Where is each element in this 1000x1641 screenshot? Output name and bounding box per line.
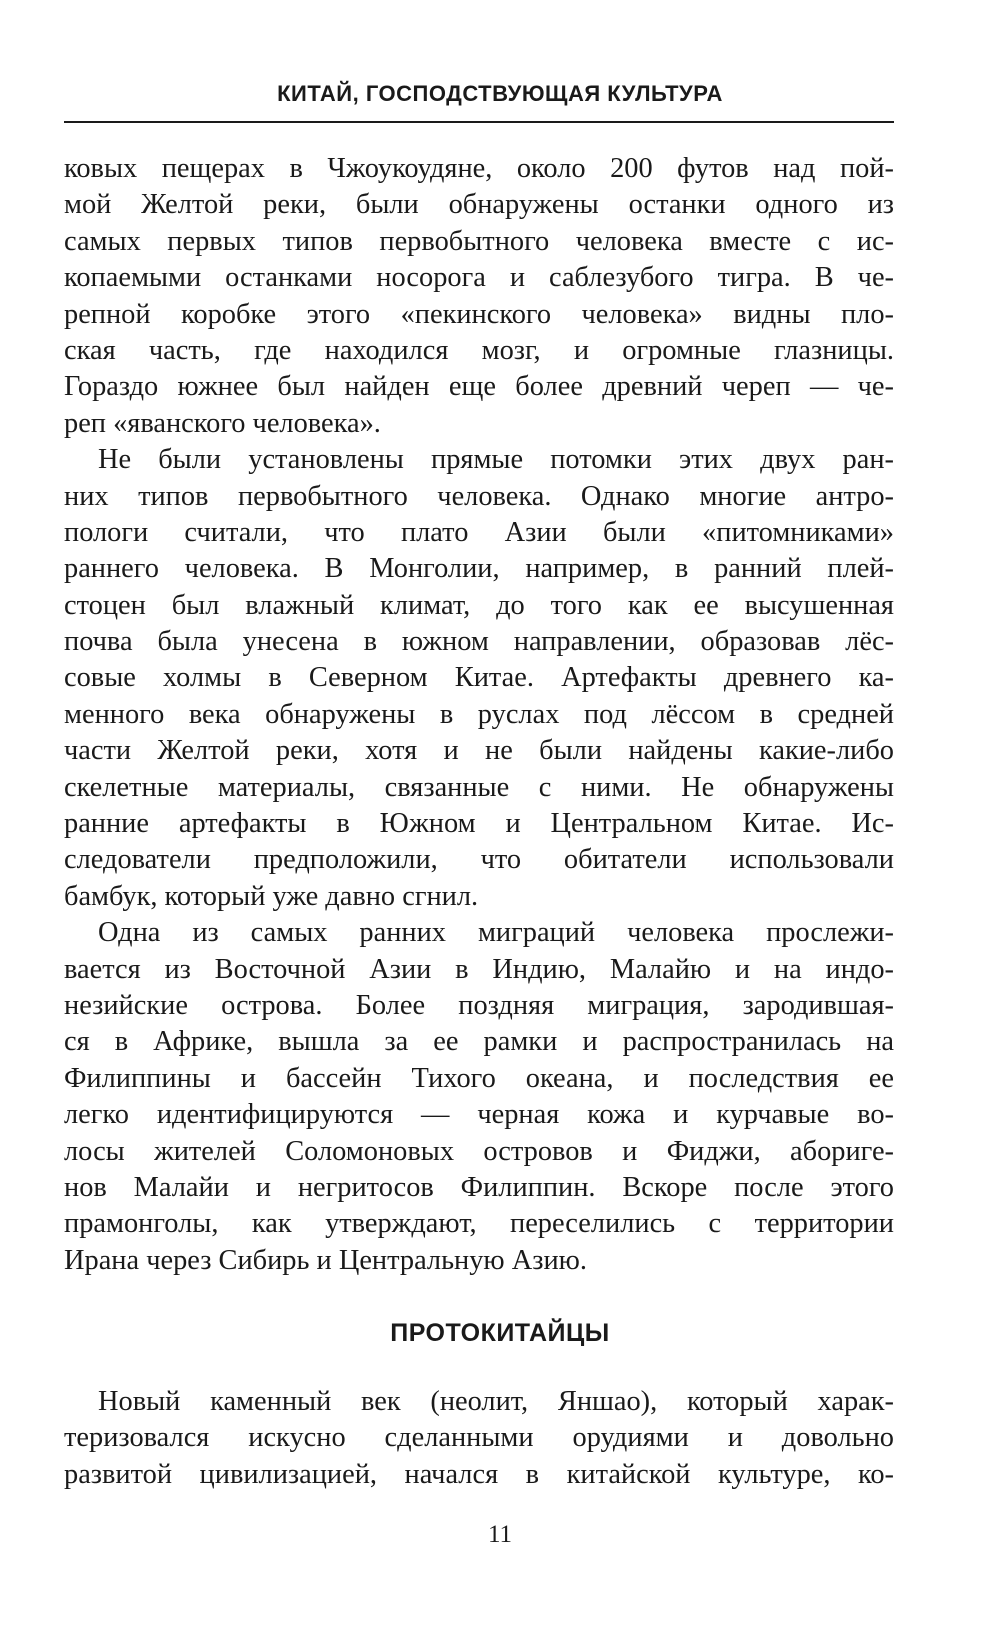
text-line: бамбук, который уже давно сгнил. xyxy=(64,880,479,912)
text-line: Одна из самых ранних миграций человека прослежи- xyxy=(98,917,894,949)
text-line: следователи предположили, что обитатели использовали xyxy=(64,844,894,876)
running-head: КИТАЙ, ГОСПОДСТВУЮЩАЯ КУЛЬТУРА xyxy=(277,81,723,106)
text-line: Новый каменный век (неолит, Яншао), который харак- xyxy=(98,1386,894,1417)
text-line: совые холмы в Северном Китае. Артефакты древнего ка- xyxy=(64,662,894,694)
text-line: части Желтой реки, хотя и не были найдены какие-либо xyxy=(64,735,894,767)
text-line: ковых пещерах в Чжоукоудяне, около 200 футов над пой- xyxy=(64,153,894,184)
text-line: менного века обнаружены в руслах под лёссом в средней xyxy=(64,698,894,730)
text-line: почва была унесена в южном направлении, образовав лёс- xyxy=(64,626,894,658)
text-line: ся в Африке, вышла за ее рамки и распространилась на xyxy=(64,1026,894,1058)
text-line: реп «яванского человека». xyxy=(64,407,381,439)
text-line: прамонголы, как утверждают, переселились с территории xyxy=(64,1208,894,1240)
text-line: ская часть, где находился мозг, и огромные глазницы. xyxy=(64,334,894,366)
text-line: скелетные материалы, связанные с ними. Не обнаружены xyxy=(64,771,894,803)
text-line: репной коробке этого «пекинского человека» видны пло- xyxy=(64,298,894,330)
text-line: теризовался искусно сделанными орудиями и довольно xyxy=(64,1422,894,1454)
section-heading: ПРОТОКИТАЙЦЫ xyxy=(390,1319,610,1347)
text-line: ранние артефакты в Южном и Центральном Китае. Ис- xyxy=(64,808,894,840)
section-body-text xyxy=(64,1384,894,1493)
text-line: вается из Восточной Азии в Индию, Малайю и на индо- xyxy=(64,953,894,985)
body-text xyxy=(64,151,894,1279)
text-line: копаемыми останками носорога и саблезубого тигра. В че- xyxy=(64,262,894,294)
text-line: нов Малайи и негритосов Филиппин. Вскоре после этого xyxy=(64,1171,894,1203)
text-line: легко идентифицируются — черная кожа и курчавые во- xyxy=(64,1099,894,1131)
text-line: развитой цивилизацией, начался в китайской культуре, ко- xyxy=(64,1458,894,1490)
text-line: них типов первобытного человека. Однако многие антро- xyxy=(64,480,894,512)
text-line: стоцен был влажный климат, до того как ее высушенная xyxy=(64,589,894,621)
text-line: самых первых типов первобытного человека вместе с ис- xyxy=(64,225,894,257)
text-line: Не были установлены прямые потомки этих двух ран- xyxy=(98,444,894,476)
text-line: Гораздо южнее был найден еще более древний череп — че- xyxy=(64,371,894,403)
text-line: Филиппины и бассейн Тихого океана, и последствия ее xyxy=(64,1062,894,1094)
text-line: лосы жителей Соломоновых островов и Фиджи, абориге- xyxy=(64,1135,894,1167)
text-line: раннего человека. В Монголии, например, в ранний плей- xyxy=(64,553,894,585)
text-line: Ирана через Сибирь и Центральную Азию. xyxy=(64,1244,587,1276)
header-rule xyxy=(64,121,894,123)
text-line: пологи считали, что плато Азии были «питомниками» xyxy=(64,516,894,548)
page-number: 11 xyxy=(487,1521,513,1548)
text-line: незийские острова. Более поздняя миграция, зародившая- xyxy=(64,989,894,1021)
text-line: мой Желтой реки, были обнаружены останки одного из xyxy=(64,189,894,221)
